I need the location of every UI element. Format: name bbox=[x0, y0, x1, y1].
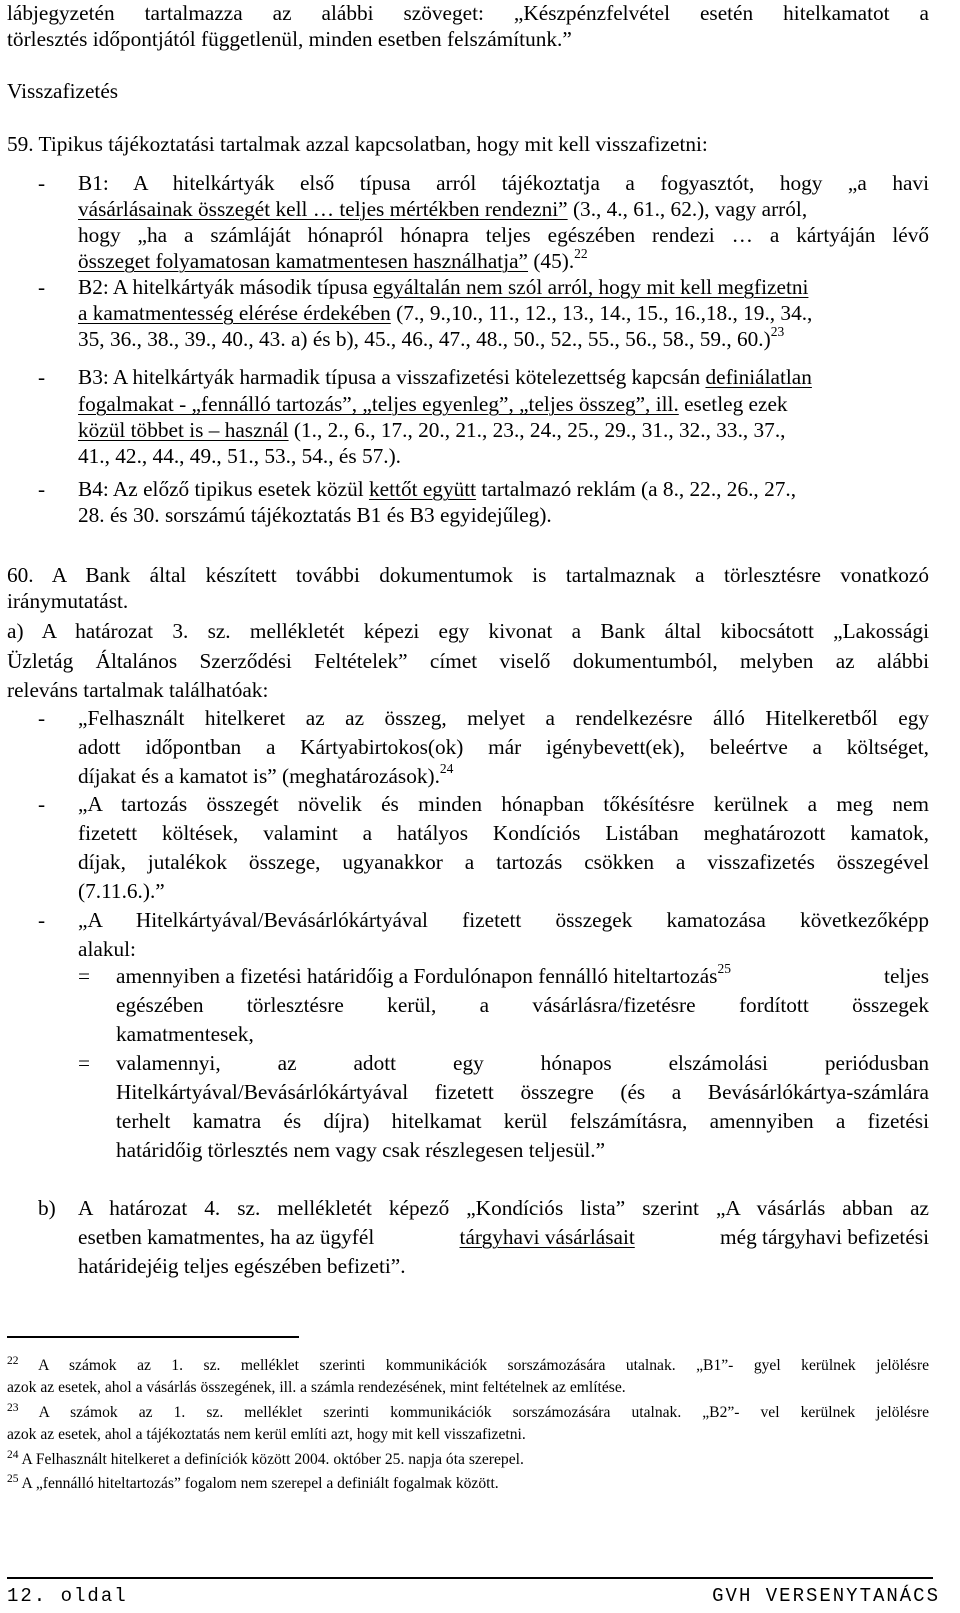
footer-rule bbox=[7, 1577, 933, 1579]
b3-line-4: 41., 42., 44., 49., 51., 53., 54., és 57.). bbox=[78, 444, 401, 468]
footer-organization: GVH VERSENYTANÁCS bbox=[712, 1585, 940, 1607]
item-a-line-1: a) A határozat 3. sz. mellékletét képezi egy kivonat a Bank által kibocsátott „Lakossági bbox=[7, 619, 929, 643]
b2-refs: (7., 9.,10., 11., 12., 13., 14., 15., 16.,18., 19., 34., bbox=[390, 301, 813, 325]
item-b-line-1: A határozat 4. sz. mellékletét képező „Kondíciós lista” szerint „A vásárlás abban az bbox=[78, 1196, 929, 1220]
case-1-line-3: kamatmentesek, bbox=[116, 1022, 254, 1046]
footnote-24-text: A Felhasznált hitelkeret a definíciók között 2004. október 25. napja óta szerepel. bbox=[18, 1451, 524, 1468]
b3-tail: esetleg ezek bbox=[678, 392, 788, 416]
b1-quote-underlined: vásárlásainak összegét kell … teljes mértékben rendezni” bbox=[78, 197, 568, 221]
footnote-23-line-2: azok az esetek, ahol a tájékoztatás nem kerül említi azt, hogy mit kell visszafizetni. bbox=[7, 1426, 526, 1443]
quote-1-line-3 bbox=[78, 763, 453, 792]
bullet-dash: - bbox=[38, 706, 46, 730]
item-b-line-2 bbox=[78, 1224, 929, 1250]
paragraph-58-line-2: törlesztés időpontjától függetlenül, minden esetben felszámítunk.” bbox=[7, 27, 572, 51]
case-2-line-3: terhelt kamatra és díjra) hitelkamat kerül felszámításra, amennyiben a fizetési bbox=[116, 1109, 929, 1133]
paragraph-60-line-1: 60. A Bank által készített további dokumentumok is tartalmaznak a törlesztésre vonatkozó bbox=[7, 563, 929, 587]
quote-3-line-2: alakul: bbox=[78, 937, 136, 961]
b3-line-3 bbox=[78, 417, 785, 443]
section-heading: Visszafizetés bbox=[7, 79, 119, 103]
case-2-line-2: Hitelkártyával/Bevásárlókártyával fizetett összegre (és a Bevásárlókártya-számlára bbox=[116, 1080, 929, 1104]
bullet-dash: - bbox=[38, 275, 46, 299]
b2-underlined: egyáltalán nem szól arról, hogy mit kell megfizetni bbox=[373, 275, 809, 299]
footnote-23-text: A számok az 1. sz. melléklet szerinti kommunikációk sorszámozására utalnak. „B2”- vel kerülnek jelölésre bbox=[18, 1404, 929, 1421]
bullet-dash: - bbox=[38, 171, 46, 195]
footnote-ref-25: 25 bbox=[717, 961, 731, 976]
footnote-23-line-1 bbox=[7, 1403, 929, 1424]
footnote-24-number: 24 bbox=[7, 1449, 19, 1461]
footnote-22-line-1 bbox=[7, 1356, 929, 1377]
footnote-22-line-2: azok az esetek, ahol a vásárlás összegének, ill. a számla rendezésének, mint feltételnek az említése. bbox=[7, 1379, 626, 1396]
case-2-line-1: valamennyi, az adott egy hónapos elszámolási periódusban bbox=[116, 1051, 929, 1075]
footnote-25 bbox=[7, 1474, 499, 1495]
quote-1-line-1: „Felhasznált hitelkeret az az összeg, melyet a rendelkezésre álló Hitelkeretből egy bbox=[78, 706, 929, 730]
b2-underlined-2: a kamatmentesség elérése érdekében bbox=[78, 301, 391, 325]
b1-line-4 bbox=[78, 248, 588, 277]
footnote-24 bbox=[7, 1450, 524, 1471]
b4-refs: tartalmazó reklám (a 8., 22., 26., 27., bbox=[476, 477, 797, 501]
b2-line-2 bbox=[78, 300, 812, 326]
paragraph-58-line-1: lábjegyzetén tartalmazza az alábbi szöveget: „Készpénzfelvétel esetén hitelkamatot a bbox=[7, 1, 929, 25]
quote-2-line-1: „A tartozás összegét növelik és minden hónapban tőkésítésre kerülnek a meg nem bbox=[78, 792, 929, 816]
case-2-line-4: határidőig törlesztés nem vagy csak részlegesen teljesül.” bbox=[116, 1138, 606, 1162]
equals-mark: = bbox=[78, 1051, 91, 1075]
b4-underlined: kettőt együtt bbox=[369, 477, 477, 501]
quote-2-line-3: díjak, jutalékok összege, ugyanakkor a tartozás csökken a visszafizetés összegével bbox=[78, 850, 929, 874]
b1-refs: (3., 4., 61., 62.), vagy arról, bbox=[567, 197, 808, 221]
footnote-ref-24: 24 bbox=[439, 761, 454, 776]
item-b-tail: még tárgyhavi befizetési bbox=[720, 1225, 929, 1249]
footnote-ref-23: 23 bbox=[770, 324, 785, 339]
footnote-ref-22: 22 bbox=[574, 246, 588, 261]
case-1-line-2: egészében törlesztésre kerül, a vásárlásra/fizetésre fordított összegek bbox=[116, 993, 929, 1017]
footnote-22-number: 22 bbox=[7, 1355, 19, 1367]
footnote-25-text: A „fennálló hiteltartozás” fogalom nem szerepel a definiált fogalmak között. bbox=[18, 1475, 499, 1492]
bullet-dash: - bbox=[38, 792, 46, 816]
b3-refs: (1., 2., 6., 17., 20., 21., 23., 24., 25., 29., 31., 32., 33., 37., bbox=[288, 418, 786, 442]
b1-quote-2-underlined: összeget folyamatosan kamatmentesen használhatja” bbox=[78, 249, 529, 273]
b3-line-2 bbox=[78, 391, 788, 417]
b3-underlined-2: fogalmakat - „fennálló tartozás”, „teljes egyenleg”, „teljes összeg”, ill. bbox=[78, 392, 679, 416]
case-1-text bbox=[116, 963, 731, 992]
b1-refs-2: (45). bbox=[528, 249, 575, 273]
b3-underlined: definiálatlan bbox=[705, 365, 812, 389]
equals-mark: = bbox=[78, 964, 91, 988]
case-1-tail: teljes bbox=[884, 964, 929, 988]
b2-lead: B2: A hitelkártyák második típusa bbox=[78, 275, 374, 299]
item-b-lead: esetben kamatmentes, ha az ügyfél bbox=[78, 1225, 375, 1249]
quote-1-line-2: adott időpontban a Kártyabirtokos(ok) már igénybevett(ek), beleértve a költséget, bbox=[78, 735, 929, 759]
b4-line-2: 28. és 30. sorszámú tájékoztatás B1 és B3 egyidejűleg). bbox=[78, 503, 552, 527]
b1-line-3: hogy „ha a számláját hónapról hónapra teljes egészében rendezi … a kártyáján lévő bbox=[78, 223, 929, 247]
footer-page-number: 12. oldal bbox=[7, 1585, 128, 1607]
b1-line-1: B1: A hitelkártyák első típusa arról tájékoztatja a fogyasztót, hogy „a havi bbox=[78, 171, 929, 195]
item-b-line-3: határidejéig teljes egészében befizeti”. bbox=[78, 1254, 406, 1278]
b2-line-1 bbox=[78, 274, 808, 300]
paragraph-60-line-2: iránymutatást. bbox=[7, 589, 129, 613]
item-a-line-3: releváns tartalmak találhatóak: bbox=[7, 678, 269, 702]
b2-refs-2: 35, 36., 38., 39., 40., 43. a) és b), 45., 46., 47., 48., 50., 52., 55., 56., 58., 59., 60.) bbox=[78, 327, 771, 351]
quote-1-text: díjakat és a kamatot is” (meghatározások). bbox=[78, 764, 440, 788]
footnote-25-number: 25 bbox=[7, 1473, 19, 1485]
quote-3-line-1: „A Hitelkártyával/Bevásárlókártyával fizetett összegek kamatozása következőképp bbox=[78, 908, 929, 932]
footnote-23-number: 23 bbox=[7, 1402, 19, 1414]
item-a-line-2: Üzletág Általános Szerződési Feltételek” címet viselő dokumentumból, melyben az alábbi bbox=[7, 649, 929, 673]
footnote-separator bbox=[7, 1336, 299, 1338]
bullet-dash: - bbox=[38, 365, 46, 389]
b4-line-1 bbox=[78, 476, 796, 502]
b4-lead: B4: Az előző tipikus esetek közül bbox=[78, 477, 370, 501]
b3-underlined-3: közül többet is – használ bbox=[78, 418, 289, 442]
paragraph-59-intro: 59. Tipikus tájékoztatási tartalmak azzal kapcsolatban, hogy mit kell visszafizetni: bbox=[7, 132, 708, 156]
b3-line-1 bbox=[78, 364, 812, 390]
quote-2-line-2: fizetett költések, valamint a hatályos Kondíciós Listában meghatározott kamatok, bbox=[78, 821, 929, 845]
item-b-label: b) bbox=[38, 1196, 56, 1220]
b3-lead: B3: A hitelkártyák harmadik típusa a visszafizetési kötelezettség kapcsán bbox=[78, 365, 706, 389]
case-1-line-1 bbox=[116, 963, 929, 992]
b2-line-3 bbox=[78, 326, 784, 355]
b1-line-2 bbox=[78, 196, 807, 222]
item-b-underlined: tárgyhavi vásárlásait bbox=[459, 1225, 635, 1249]
case-1-lead: amennyiben a fizetési határidőig a Fordulónapon fennálló hiteltartozás bbox=[116, 964, 718, 988]
footnote-22-text: A számok az 1. sz. melléklet szerinti kommunikációk sorszámozására utalnak. „B1”- gyel kerülnek jelölésre bbox=[18, 1357, 929, 1374]
bullet-dash: - bbox=[38, 908, 46, 932]
bullet-dash: - bbox=[38, 477, 46, 501]
quote-2-line-4: (7.11.6.).” bbox=[78, 879, 165, 903]
